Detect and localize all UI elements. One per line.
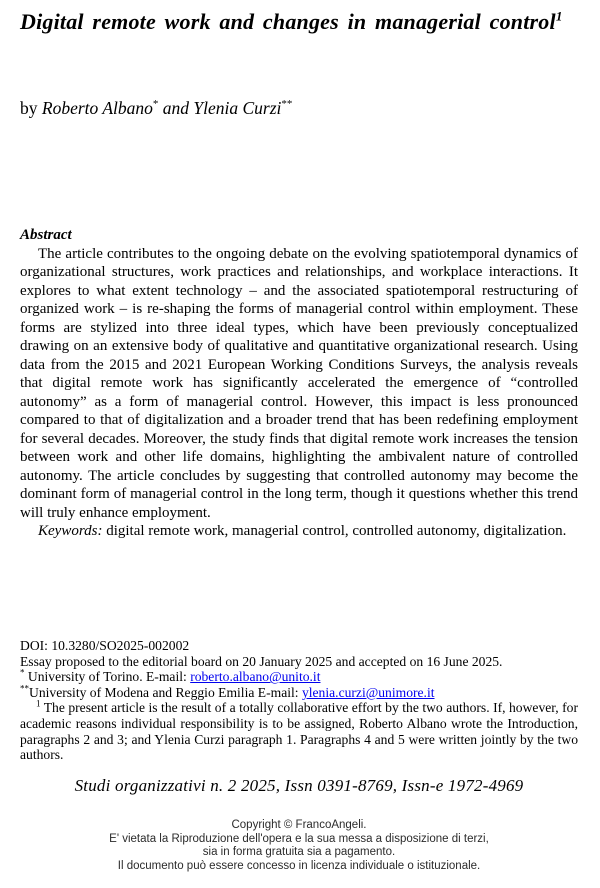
author-1-name: Roberto Albano [41,98,153,118]
abstract-body: The article contributes to the ongoing debate on the evolving spatiotemporal dynamics of organizational structures, work practices and relationships, and workplace interactions. It explores to what extent technology – and the associated spatiotemporal restructuring of organized work – is re-shaping the forms of managerial control within employment. These forms are stylized into three ideal types, which have been previously conceptualized drawing on an extensive body of qualitative and quantitative organizational research. Using data from the 2015 and 2021 European Working Conditions Surveys, the analysis reveals that digital remote work has significantly accelerated the emergence of “controlled autonomy” as a form of managerial control. However, this impact is less pronounced compared to that of digitalization and a broader trend that has been redefining employment for several decades. Moreover, the study finds that digital remote work increases the tension between work and other life domains, highlighting the ambivalent nature of controlled autonomy. The article concludes by suggesting that controlled autonomy may become the dominant form of managerial control in the long term, though it questions whether this trend will truly enhance employment. [20,245,578,521]
affiliation-2-marker: ** [20,683,29,694]
affiliation-2 [20,685,578,701]
copyright-block [20,819,578,873]
copyright-line-4: Il documento può essere concesso in licenza individuale o istituzionale. [117,859,481,872]
author-2-affiliation-mark: ** [281,98,293,111]
author-1-email-link[interactable]: roberto.albano@unito.it [190,669,321,685]
copyright-line-2: E' vietata la Riproduzione dell'opera e la sua messa a disposizione di terzi, [109,832,489,845]
footnote-1-marker: 1 [36,698,41,709]
author-2-name: Ylenia Curzi [193,98,282,118]
copyright-line-3: sia in forma gratuita sia a pagamento. [202,846,396,859]
byline [20,97,578,119]
footnote-1-text: The present article is the result of a totally collaborative effort by the two authors. If, however, for academic reasons individual responsibility is to be assigned, Roberto Albano wrote the Introduction, paragraphs 2 and 3; and Ylenia Curzi paragraph 1. Paragraphs 4 and 5 were written jointly by the two authors. [20,700,578,763]
byline-prefix: by [20,98,42,118]
journal-issue-line: Studi organizzativi n. 2 2025, Issn 0391-8769, Issn-e 1972-4969 [74,776,524,795]
affiliation-1-text: University of Torino. E-mail: [24,669,191,685]
affiliation-2-text: University of Modena and Reggio Emilia E-mail: [29,684,302,700]
doi-line: DOI: 10.3280/SO2025-002002 [20,638,190,653]
keywords-paragraph [20,522,578,541]
editorial-dates-line: Essay proposed to the editorial board on 20 January 2025 and accepted on 16 June 2025. [20,653,503,669]
keywords-label: Keywords: [38,523,103,539]
article-title-text: Digital remote work and changes in managerial control [20,9,556,34]
author-2-email-link[interactable]: ylenia.curzi@unimore.it [301,684,435,700]
keywords-list: digital remote work, managerial control, controlled autonomy, digitalization. [102,523,567,539]
byline-connector: and [158,98,194,118]
article-title [20,8,578,35]
affiliation-1-marker: * [20,667,25,678]
author-1-affiliation-mark: * [152,98,159,111]
affiliation-1 [20,669,578,685]
copyright-line-1: Copyright © FrancoAngeli. [231,819,367,831]
footnote-1 [20,700,578,762]
abstract-heading: Abstract [20,227,72,243]
footnotes-section [20,638,578,763]
title-footnote-mark: 1 [555,8,563,24]
abstract-section [20,226,578,541]
